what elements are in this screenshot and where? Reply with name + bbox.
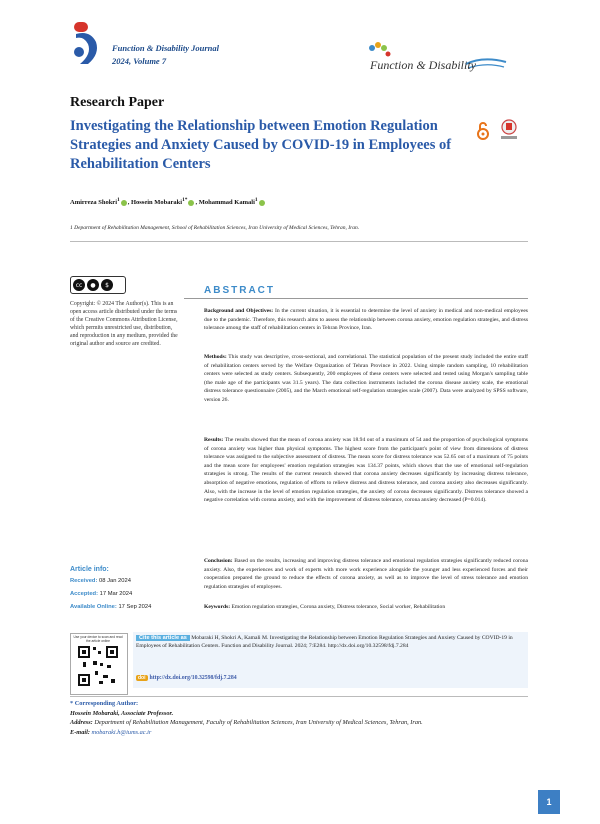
page-number: 1 (538, 790, 560, 814)
qr-caption: Use your device to scan and read the article online (73, 635, 123, 643)
cc-icon: cc (73, 279, 85, 291)
abstract-background: Background and Objectives: In the current situation, it is essential to determine the level of anxiety in medical and non-medical employees due to the pandemic. Therefore, this research aims to assess the relationship between corona anxiety, emotion regulation strategies, and distress tolerance among the staff of rehabilitation centers in Tehran Province, Iran. (204, 308, 528, 332)
nc-icon: $ (101, 279, 113, 291)
correspondence-email: E-mail: mobaraki.h@iums.ac.ir (70, 728, 152, 736)
author-list: Amirreza Shokri$^1$ , Hossein Mobaraki$^{1*}$ , Mohammad Kamali$^1$ (70, 197, 266, 206)
crossmark-icon[interactable] (500, 119, 518, 141)
open-access-icon (476, 121, 490, 141)
journal-title: Function & Disability Journal (112, 43, 219, 53)
abstract-heading: ABSTRACT (204, 285, 275, 296)
paper-type: Research Paper (70, 95, 165, 110)
abstract-results: Results: The results showed that the mean of corona anxiety was 18.94 out of a maximum of 54 and the proportion of psychological symptoms of corona anxiety was higher than physical symptoms. The highest score from the participant's point of view from dimensions of distress tolerance was assigned to the subjective assessment of distress. The mean score for distress tolerance was 52.65 out of a maximum of 75 points and the mean score for employees' emotion regulation strategies was 134.37 points, which shows that the use of emotional self-regulation strategies is strong. The results of the current research showed that corona anxiety decreases significantly by increasing distress tolerance, absorption of negative emotions, regulation of efforts to relieve distress and distress tolerance, and corona anxiety also decreases significantly. Also, with the increase in the level of emotion regulation strategies, the anxiety of corona decreases significantly. Distress tolerance showed a negative correlation with corona anxiety, and with the improvement of distress tolerance, corona anxiety decreased (P=0.014). (204, 437, 528, 504)
correspondence-heading: * Corresponding Author: (70, 700, 139, 707)
abstract-keywords: Keywords: Emotion regulation strategies, Corona anxiety, Distress tolerance, Social worker, Rehabilitation (204, 604, 446, 610)
license-text: Copyright: © 2024 The Author(s). This is an open access article distributed under the terms of the Creative Commons Attribution License, which permits unrestricted use, distribution, and reproduction in any medium, provided the original author and source are credited. (70, 301, 178, 347)
received-date: Received: 08 Jan 2024 (70, 578, 131, 584)
article-title: Investigating the Relationship between Emotion Regulation Strategies and Anxiety Caused by COVID-19 in Employees of Rehabilitation Centers (70, 118, 452, 172)
by-icon: ● (87, 279, 99, 291)
brand-name: Function & Disability (370, 58, 476, 72)
author-name[interactable]: Hossein Mobaraki (130, 199, 183, 207)
journal-name (112, 42, 219, 68)
orcid-icon[interactable] (121, 200, 127, 206)
accepted-date: Accepted: 17 Mar 2024 (70, 591, 133, 597)
author-name[interactable]: Mohammad Kamali (198, 199, 255, 207)
cc-license-badge[interactable] (70, 276, 126, 294)
abstract-conclusion: Conclusion: Based on the results, increasing and improving distress tolerance and emotional regulation strategies significantly reduced corona anxiety. Also, the experiences and work of experts with more work experience alongside the younger and less experienced forces and their cooperation prepared the ground to reduce the effects of corona anxiety, as well as to improve the level of stress tolerance and emotion regulation strategies of employees. (204, 558, 528, 590)
doi-link-line (136, 675, 237, 681)
email-link[interactable]: mobaraki.h@iums.ac.ir (91, 728, 152, 736)
citation-text: Cite this article as Mobaraki H, Shokri A, Kamali M. Investigating the Relationship between Emotion Regulation Strategies and Anxiety Caused by COVID-19 in Employees of Rehabilitation Centers. Function and Disability Journal. 2024; 7:E284. http://dx.doi.org/10.32598/fdj.7.284 (136, 635, 513, 650)
header-divider (70, 241, 528, 242)
correspondence-rule (70, 696, 528, 697)
orcid-icon[interactable] (259, 200, 265, 206)
correspondence-block (70, 699, 528, 737)
journal-logo (70, 20, 104, 70)
doi-icon: doi (138, 675, 146, 681)
article-info-heading: Article info: (70, 566, 109, 573)
doi-link[interactable]: http://dx.doi.org/10.32598/fdj.7.284 (149, 675, 237, 681)
correspondence-address: Address: Department of Rehabilitation Management, Faculty of Rehabilitation Sciences, Iran University of Medical Sciences, Tehran, Iran. (70, 719, 423, 726)
affiliation: 1 Department of Rehabilitation Management, School of Rehabilitation Sciences, Iran University of Medical Sciences, Tehran, Iran. (70, 225, 360, 231)
orcid-icon[interactable] (188, 200, 194, 206)
qr-code[interactable] (77, 645, 119, 687)
abstract-rule (184, 298, 528, 299)
citation-label: Cite this article as (136, 635, 190, 641)
abstract-methods: Methods: This study was descriptive, cross-sectional, and correlational. The statistical population of the present study included the entire staff of rehabilitation centers served by the Welfare Organization of Tehran Province in 2022. Using simple random sampling, 10 rehabilitation centers were selected as study centers. Subsequently, 200 employees of these centers were selected and tested using Morgan's sampling table (the male age of the participants was 31.5 years). The data collection instruments included the corona disease anxiety scale, the emotional distress tolerance questionnaire (2005), and the March emotional self-regulation strategies scale (2007). Data were analyzed by SPSS software, version 26. (204, 354, 528, 403)
journal-volume: 2024, Volume 7 (112, 56, 167, 66)
online-date: Available Online: 17 Sep 2024 (70, 604, 152, 610)
corresponding-author-name: Hossein Mobaraki, Associate Professor. (70, 709, 174, 717)
author-name[interactable]: Amirreza Shokri (70, 199, 117, 207)
